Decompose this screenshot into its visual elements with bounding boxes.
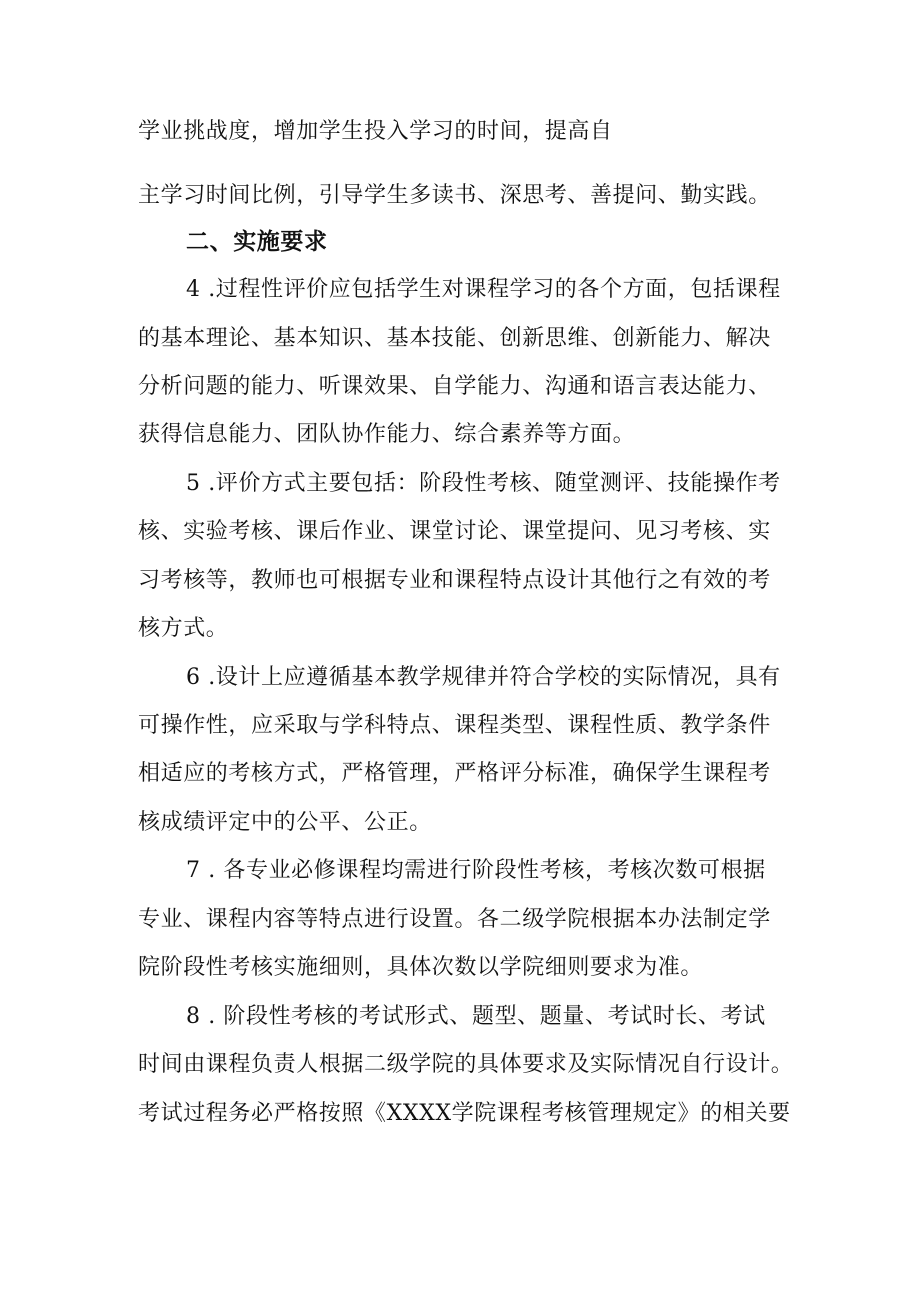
text-line: 5 .评价方式主要包括：阶段性考核、随堂测评、技能操作考	[186, 471, 781, 496]
text-line: 可操作性，应采取与学科特点、课程类型、课程性质、教学条件	[138, 713, 771, 738]
text-line: 核成绩评定中的公平、公正。	[138, 810, 432, 835]
text-line: 核方式。	[138, 616, 229, 641]
text-line: 核、实验考核、课后作业、课堂讨论、课堂提问、见习考核、实	[138, 519, 771, 544]
text-line: 时间由课程负责人根据二级学院的具体要求及实际情况自行设计。	[138, 1052, 794, 1077]
text-line: 4 .过程性评价应包括学生对课程学习的各个方面，包括课程	[186, 277, 781, 302]
text-line: 6 .设计上应遵循基本教学规律并符合学校的实际情况，具有	[186, 665, 781, 690]
text-line: 专业、课程内容等特点进行设置。各二级学院根据本办法制定学	[138, 907, 771, 932]
text-line: 获得信息能力、团队协作能力、综合素养等方面。	[138, 422, 636, 447]
text-line: 7 . 各专业必修课程均需进行阶段性考核，考核次数可根据	[186, 858, 766, 883]
text-line: 学业挑战度，增加学生投入学习的时间，提高自	[138, 119, 613, 144]
section-heading: 二、实施要求	[186, 229, 328, 255]
text-line: 考试过程务必严格按照《XXXX学院课程考核管理规定》的相关要	[138, 1101, 791, 1126]
text-line: 习考核等，教师也可根据专业和课程特点设计其他行之有效的考	[138, 568, 771, 593]
text-line: 分析问题的能力、听课效果、自学能力、沟通和语言表达能力、	[138, 374, 771, 399]
text-line: 8 . 阶段性考核的考试形式、题型、题量、考试时长、考试	[186, 1004, 766, 1029]
text-line: 院阶段性考核实施细则，具体次数以学院细则要求为准。	[138, 955, 704, 980]
text-line: 主学习时间比例，引导学生多读书、深思考、善提问、勤实践。	[138, 183, 771, 208]
text-line: 的基本理论、基本知识、基本技能、创新思维、创新能力、解决	[138, 326, 771, 351]
text-line: 相适应的考核方式，严格管理，严格评分标准，确保学生课程考	[138, 761, 771, 786]
